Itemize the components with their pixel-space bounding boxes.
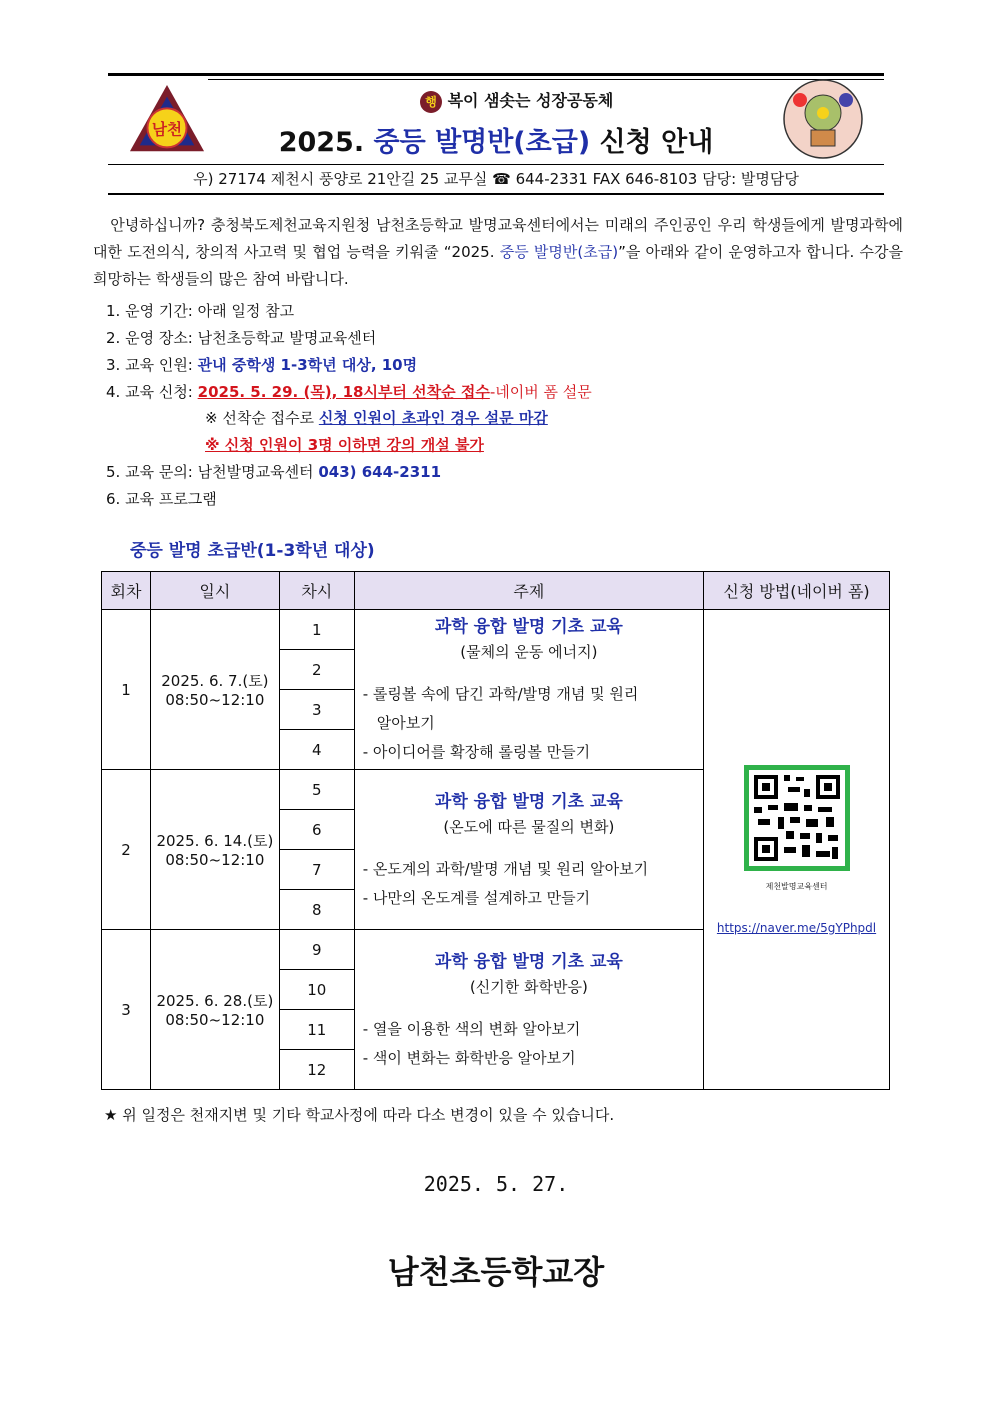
header-topic: 주제 [354, 572, 703, 610]
header-session: 차시 [279, 572, 354, 610]
item-program: 6. 교육 프로그램 [106, 490, 217, 508]
address-rule [108, 193, 884, 195]
topic-subtitle: (신기한 화학반응) [469, 977, 588, 996]
topic-list [355, 680, 703, 767]
qr-code[interactable] [744, 765, 850, 892]
slogan-badge-icon: 행 [420, 91, 442, 113]
schedule-table [101, 571, 890, 1090]
topic-title: 과학 융합 발명 기초 교육 [434, 617, 623, 637]
session-cell: 8 [279, 890, 354, 930]
session-cell: 9 [279, 930, 354, 970]
title-rest: 신청 안내 [599, 127, 714, 158]
item-capacity-value: 관내 중학생 1-3학년 대상, 10명 [197, 356, 418, 374]
item-capacity [106, 354, 417, 375]
session-cell: 3 [279, 690, 354, 730]
page-title [0, 120, 992, 159]
item-contact-value: 043) 644-2311 [318, 463, 442, 481]
topic-cell [354, 610, 703, 770]
title-highlight: 중등 발명반(초급) [373, 127, 591, 158]
round-cell: 2 [102, 770, 151, 930]
session-cell: 10 [279, 970, 354, 1010]
document-date: 2025. 5. 27. [423, 1172, 569, 1196]
topic-list [355, 1015, 703, 1073]
topic-item: 알아보기 [376, 714, 435, 732]
time-text: 08:50~12:10 [165, 1011, 265, 1029]
intro-text-after: ”을 아래와 같이 운영하고자 합니다. 수강을 희망하는 학생들의 많은 참여 바랍니다. [93, 243, 904, 288]
table-header-row [102, 572, 890, 610]
topic-subtitle: (물체의 운동 에너지) [460, 643, 598, 661]
date-text: 2025. 6. 7.(토) [161, 672, 269, 690]
time-text: 08:50~12:10 [165, 691, 265, 709]
topic-item: - 아이디어를 확장해 롤링볼 만들기 [362, 743, 591, 761]
session-cell: 11 [279, 1010, 354, 1050]
schedule-footnote: ★ 위 일정은 천재지변 및 기타 학교사정에 따라 다소 변경이 있을 수 있습니다. [104, 1106, 615, 1124]
item-period: 1. 운영 기간: 아래 일정 참고 [106, 302, 295, 320]
date-text: 2025. 6. 28.(토) [156, 992, 274, 1010]
qr-code-icon [744, 765, 850, 871]
topic-item: - 롤링볼 속에 담긴 과학/발명 개념 및 원리 [362, 685, 639, 703]
signature: 남천초등학교장 [387, 1253, 605, 1291]
date-text: 2025. 6. 14.(토) [156, 832, 274, 850]
header-apply: 신청 방법(네이버 폼) [704, 572, 890, 610]
date-cell [150, 770, 279, 930]
topic-list [355, 855, 703, 913]
apply-cell [704, 610, 890, 1090]
topic-cell [354, 770, 703, 930]
topic-title: 과학 융합 발명 기초 교육 [434, 791, 623, 812]
title-year: 2025. [278, 127, 365, 158]
section-title: 중등 발명 초급반(1-3학년 대상) [130, 541, 375, 561]
table-row [102, 610, 890, 650]
round-cell: 1 [102, 610, 151, 770]
slogan [420, 88, 613, 113]
intro-paragraph [93, 212, 903, 293]
session-cell: 4 [279, 730, 354, 770]
session-cell: 6 [279, 810, 354, 850]
header-date: 일시 [150, 572, 279, 610]
logo-text: 남천 [151, 120, 183, 139]
item-application-value: 2025. 5. 29. (목), 18시부터 선착순 접수 [197, 383, 490, 401]
session-cell: 1 [279, 610, 354, 650]
date-cell [150, 930, 279, 1090]
topic-item: - 열을 이용한 색의 변화 알아보기 [362, 1019, 581, 1038]
note-min-enrollment: ※ 신청 인원이 3명 이하면 강의 개설 불가 [205, 436, 484, 454]
item-contact-label: 5. 교육 문의: 남천발명교육센터 [106, 463, 319, 481]
note-first-come [205, 407, 548, 428]
item-contact [106, 461, 441, 482]
round-cell: 3 [102, 930, 151, 1090]
header-top-rule [108, 73, 884, 76]
intro-text-before: 안녕하십니까? 충청북도제천교육지원청 남천초등학교 발명교육센터에서는 미래의 주인공인 우리 학생들에게 발명과학에 대한 도전의식, 창의적 사고력 및 협업 능력을 키워줄 “2025. [93, 216, 903, 261]
note-first-come-prefix: ※ 선착순 접수로 [205, 409, 319, 427]
slogan-text: 복이 샘솟는 성장공동체 [447, 91, 614, 110]
topic-item: - 색이 변화는 화학반응 알아보기 [362, 1048, 576, 1067]
item-place: 2. 운영 장소: 남천초등학교 발명교육센터 [106, 329, 377, 347]
item-application [106, 381, 592, 402]
topic-subtitle: (온도에 따른 물질의 변화) [443, 817, 615, 836]
header-round: 회차 [102, 572, 151, 610]
topic-item: - 나만의 온도계를 설계하고 만들기 [362, 888, 591, 907]
session-cell: 12 [279, 1050, 354, 1090]
qr-caption: 제천발명교육센터 [765, 881, 828, 891]
topic-item: - 온도계의 과학/발명 개념 및 원리 알아보기 [362, 859, 649, 878]
item-capacity-label: 3. 교육 인원: [106, 356, 198, 374]
topic-title: 과학 융합 발명 기초 교육 [434, 951, 623, 972]
item-application-suffix: -네이버 폼 설문 [489, 383, 592, 401]
qr-link[interactable]: https://naver.me/5gYPhpdl [716, 920, 877, 935]
session-cell: 2 [279, 650, 354, 690]
date-cell [150, 610, 279, 770]
topic-cell [354, 930, 703, 1090]
item-application-label: 4. 교육 신청: [106, 383, 198, 401]
note-first-come-value: 신청 인원이 초과인 경우 설문 마감 [318, 409, 548, 427]
time-text: 08:50~12:10 [165, 851, 265, 869]
title-rule [108, 164, 884, 165]
session-cell: 7 [279, 850, 354, 890]
address-line: 우) 27174 제천시 풍양로 21안길 25 교무실 ☎ 644-2331 FAX 646-8103 담당: 발명담당 [193, 170, 799, 188]
session-cell: 5 [279, 770, 354, 810]
intro-highlight: 중등 발명반(초급) [499, 243, 619, 261]
